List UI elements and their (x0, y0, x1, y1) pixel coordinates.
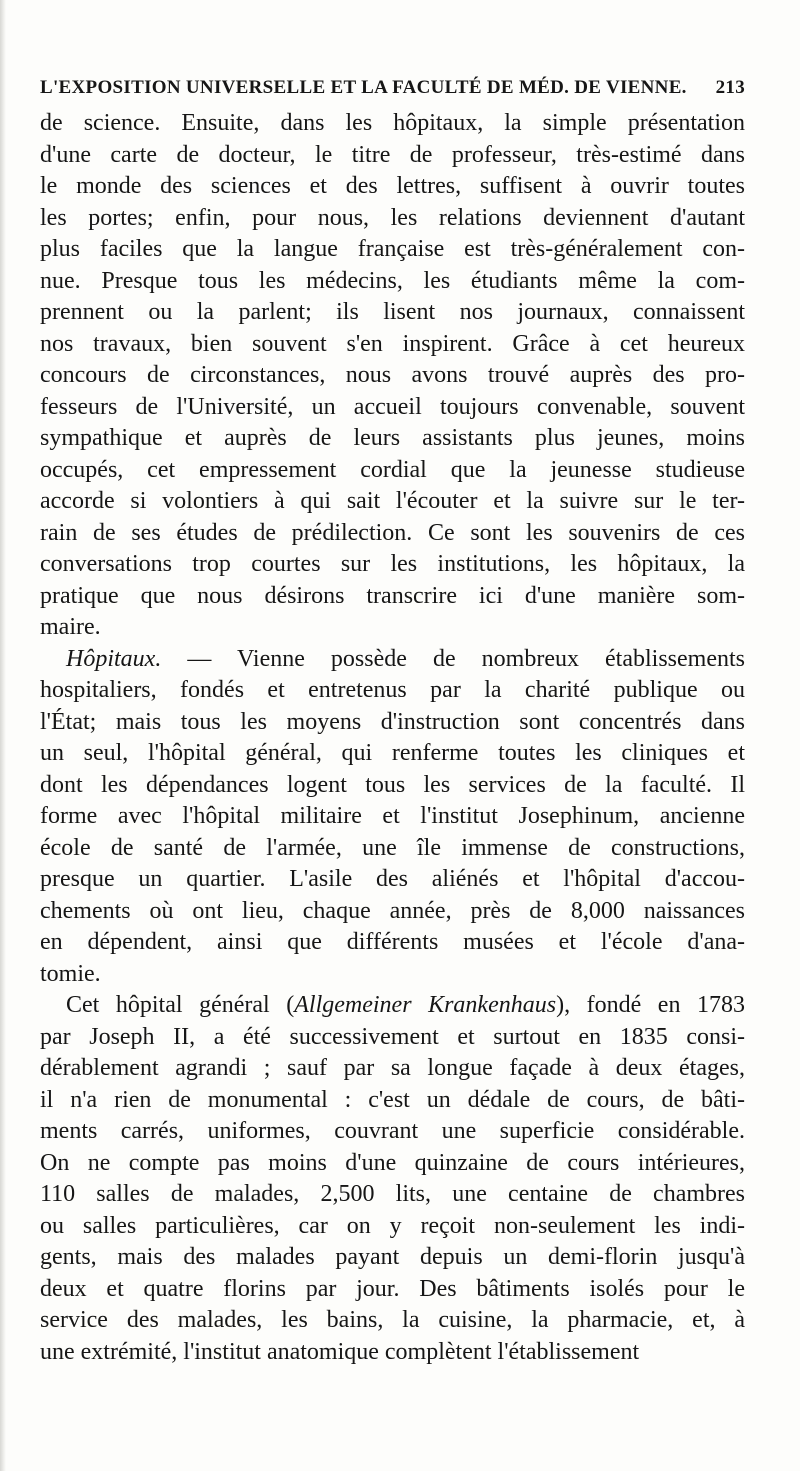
text-line: par Joseph II, a été successivement et surtout en 1835 consi- (40, 1023, 745, 1050)
running-header (40, 68, 745, 108)
page-number: 213 (715, 77, 745, 98)
text-line: prennent ou la parlent; ils lisent nos journaux, connaissent (40, 299, 745, 325)
text-segment: Cet hôpital général ( (66, 992, 295, 1018)
text-line: ments carrés, uniformes, couvrant une superficie considérable. (40, 1118, 745, 1144)
text-line: école de santé de l'armée, une île immense de constructions, (40, 834, 745, 861)
text-line: maire. (40, 614, 101, 640)
header-title: L'EXPOSITION UNIVERSELLE ET LA FACULTÉ DE MÉD. DE VIENNE. (40, 77, 687, 98)
text-line: tomie. (40, 960, 101, 987)
text-line: presque un quartier. L'asile des aliénés et l'hôpital d'accou- (40, 866, 745, 892)
text-line: deux et quatre florins par jour. Des bâtiments isolés pour le (40, 1275, 745, 1302)
text-line: le monde des sciences et des lettres, suffisent à ouvrir toutes (40, 173, 745, 199)
text-line: les portes; enfin, pour nous, les relations deviennent d'autant (40, 204, 745, 231)
text-line: On ne compte pas moins d'une quinzaine de cours intérieures, (40, 1149, 745, 1176)
text-line: dont les dépendances logent tous les services de la faculté. Il (40, 771, 745, 798)
text-line: fesseurs de l'Université, un accueil toujours convenable, souvent (40, 393, 745, 420)
text-line: occupés, cet empressement cordial que la jeunesse studieuse (40, 456, 745, 483)
text-line: service des malades, les bains, la cuisine, la pharmacie, et, à (40, 1307, 745, 1333)
text-line: un seul, l'hôpital général, qui renferme toutes les cliniques et (40, 740, 745, 766)
text-line: dérablement agrandi ; sauf par sa longue façade à deux étages, (40, 1055, 745, 1081)
page-edge-shadow (0, 0, 6, 1471)
text-line: de science. Ensuite, dans les hôpitaux, la simple présentation (40, 110, 745, 136)
body-text (40, 108, 745, 1368)
italic-krankenhaus: Allgemeiner Krankenhaus (294, 992, 557, 1018)
text-line: conversations trop courtes sur les institutions, les hôpitaux, la (40, 551, 745, 577)
text-segment: ), fondé en 1783 (556, 992, 745, 1018)
section-heading-hopitaux: Hôpitaux. (66, 645, 162, 672)
text-line: une extrémité, l'institut anatomique complètent l'établissement (40, 1338, 640, 1365)
text-line: ou salles particulières, car on y reçoit non-seulement les indi- (40, 1212, 745, 1239)
text-line: pratique que nous désirons transcrire ici d'une manière som- (40, 582, 745, 609)
text-line: rain de ses études de prédilection. Ce sont les souvenirs de ces (40, 519, 745, 546)
text-line-heading (40, 644, 745, 676)
text-segment: — Vienne possède de nombreux établissements (187, 645, 745, 672)
text-line: d'une carte de docteur, le titre de professeur, très-estimé dans (40, 141, 745, 168)
text-line-krankenhaus (40, 990, 745, 1022)
text-line: il n'a rien de monumental : c'est un dédale de cours, de bâti- (40, 1086, 745, 1113)
text-line: nos travaux, bien souvent s'en inspirent. Grâce à cet heureux (40, 330, 745, 357)
text-line: hospitaliers, fondés et entretenus par la charité publique ou (40, 677, 745, 703)
text-line: forme avec l'hôpital militaire et l'institut Josephinum, ancienne (40, 803, 745, 829)
text-line: accorde si volontiers à qui sait l'écouter et la suivre sur le ter- (40, 488, 745, 514)
text-line: plus faciles que la langue française est très-généralement con- (40, 236, 745, 262)
text-line: 110 salles de malades, 2,500 lits, une centaine de chambres (40, 1181, 745, 1207)
text-line: nue. Presque tous les médecins, les étudiants même la com- (40, 267, 745, 294)
text-line: sympathique et auprès de leurs assistants plus jeunes, moins (40, 425, 745, 451)
text-line: l'État; mais tous les moyens d'instruction sont concentrés dans (40, 708, 745, 735)
text-line: gents, mais des malades payant depuis un demi-florin jusqu'à (40, 1244, 745, 1270)
text-line: concours de circonstances, nous avons trouvé auprès des pro- (40, 362, 745, 388)
text-line: chements où ont lieu, chaque année, près de 8,000 naissances (40, 897, 745, 924)
text-line: en dépendent, ainsi que différents musées et l'école d'ana- (40, 929, 745, 955)
